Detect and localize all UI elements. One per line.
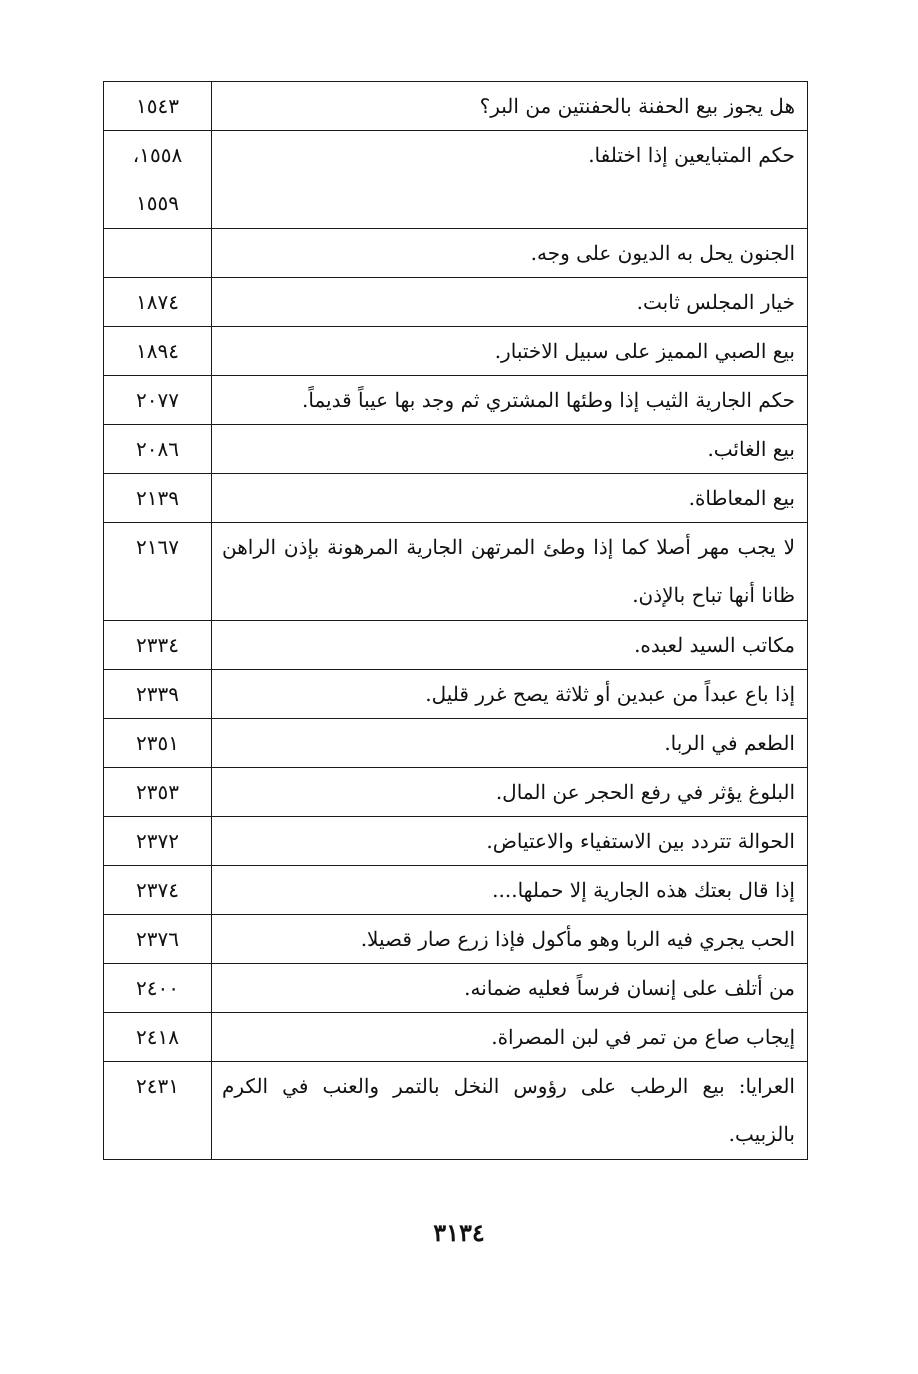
page-reference: ٢٤٠٠ <box>136 976 179 1000</box>
topic-cell: إذا باع عبداً من عبدين أو ثلاثة يصح غرر قليل. <box>212 670 808 719</box>
page-reference: ٢٤٣١ <box>136 1074 179 1098</box>
page-number-cell <box>104 278 212 327</box>
topic-cell: بيع الغائب. <box>212 425 808 474</box>
topic-cell: مكاتب السيد لعبده. <box>212 621 808 670</box>
page-reference: ٢٠٧٧ <box>136 388 179 412</box>
page-number-cell <box>104 327 212 376</box>
page-number-cell <box>104 719 212 768</box>
page-reference: ١٥٤٣ <box>136 94 179 118</box>
page-reference: ١٨٧٤ <box>136 290 179 314</box>
table-row <box>104 719 808 768</box>
table-row <box>104 866 808 915</box>
table-row <box>104 82 808 131</box>
page-number: ٣١٣٤ <box>433 1218 485 1247</box>
page-number-cell <box>104 964 212 1013</box>
index-table <box>103 81 808 1160</box>
page-number-cell <box>104 82 212 131</box>
table-row <box>104 670 808 719</box>
topic-cell: بيع الصبي المميز على سبيل الاختبار. <box>212 327 808 376</box>
page-number-cell <box>104 768 212 817</box>
page-number-cell <box>104 1013 212 1062</box>
page-number-cell <box>104 376 212 425</box>
topic-cell: العرايا: بيع الرطب على رؤوس النخل بالتمر والعنب في الكرم بالزبيب. <box>212 1062 808 1160</box>
table-row <box>104 817 808 866</box>
table-row <box>104 768 808 817</box>
page-reference: ٢٣٧٢ <box>136 829 179 853</box>
page-reference: ١٥٥٩ <box>136 191 179 215</box>
topic-cell: حكم المتبايعين إذا اختلفا. <box>212 131 808 229</box>
page-reference: ٢٣٣٤ <box>136 633 179 657</box>
topic-cell: بيع المعاطاة. <box>212 474 808 523</box>
page-number-cell <box>104 621 212 670</box>
topic-cell: الطعم في الربا. <box>212 719 808 768</box>
page-number-cell <box>104 131 212 229</box>
table-row <box>104 327 808 376</box>
page-number-cell <box>104 474 212 523</box>
page-reference: ٢٤١٨ <box>136 1025 179 1049</box>
table-row <box>104 376 808 425</box>
page-number-cell <box>104 670 212 719</box>
index-table-body <box>104 82 808 1160</box>
page-reference: ١٥٥٨، <box>132 143 183 167</box>
table-row <box>104 621 808 670</box>
topic-cell: الحوالة تتردد بين الاستفياء والاعتياض. <box>212 817 808 866</box>
page-number-cell <box>104 523 212 621</box>
page-number-cell <box>104 1062 212 1160</box>
page-reference: ٢٠٨٦ <box>136 437 179 461</box>
topic-cell: إيجاب صاع من تمر في لبن المصراة. <box>212 1013 808 1062</box>
page-reference: ٢١٣٩ <box>136 486 179 510</box>
page-number-cell <box>104 866 212 915</box>
page-number-cell <box>104 229 212 278</box>
table-row <box>104 523 808 621</box>
topic-cell: لا يجب مهر أصلا كما إذا وطئ المرتهن الجارية المرهونة بإذن الراهن ظانا أنها تباح بالإذن. <box>212 523 808 621</box>
table-row <box>104 915 808 964</box>
page-reference: ٢٣٧٤ <box>136 878 179 902</box>
page-reference: ٢٣٣٩ <box>136 682 179 706</box>
table-row <box>104 1062 808 1160</box>
table-row <box>104 131 808 229</box>
topic-cell: البلوغ يؤثر في رفع الحجر عن المال. <box>212 768 808 817</box>
topic-cell: من أتلف على إنسان فرساً فعليه ضمانه. <box>212 964 808 1013</box>
topic-cell: الحب يجري فيه الربا وهو مأكول فإذا زرع صار قصيلا. <box>212 915 808 964</box>
topic-cell: خيار المجلس ثابت. <box>212 278 808 327</box>
table-row <box>104 964 808 1013</box>
page-reference: ٢٣٥١ <box>136 731 179 755</box>
table-row <box>104 229 808 278</box>
topic-cell: الجنون يحل به الديون على وجه. <box>212 229 808 278</box>
page-reference: ١٨٩٤ <box>136 339 179 363</box>
page-reference: ٢١٦٧ <box>136 535 179 559</box>
page-number-cell <box>104 425 212 474</box>
table-row <box>104 425 808 474</box>
page-reference: ٢٣٧٦ <box>136 927 179 951</box>
page-reference: ٢٣٥٣ <box>136 780 179 804</box>
topic-cell: هل يجوز بيع الحفنة بالحفنتين من البر؟ <box>212 82 808 131</box>
topic-cell: حكم الجارية الثيب إذا وطئها المشتري ثم وجد بها عيباً قديماً. <box>212 376 808 425</box>
table-row <box>104 474 808 523</box>
page-number-cell <box>104 817 212 866</box>
table-row <box>104 278 808 327</box>
topic-cell: إذا قال بعتك هذه الجارية إلا حملها.... <box>212 866 808 915</box>
page-number-cell <box>104 915 212 964</box>
table-row <box>104 1013 808 1062</box>
